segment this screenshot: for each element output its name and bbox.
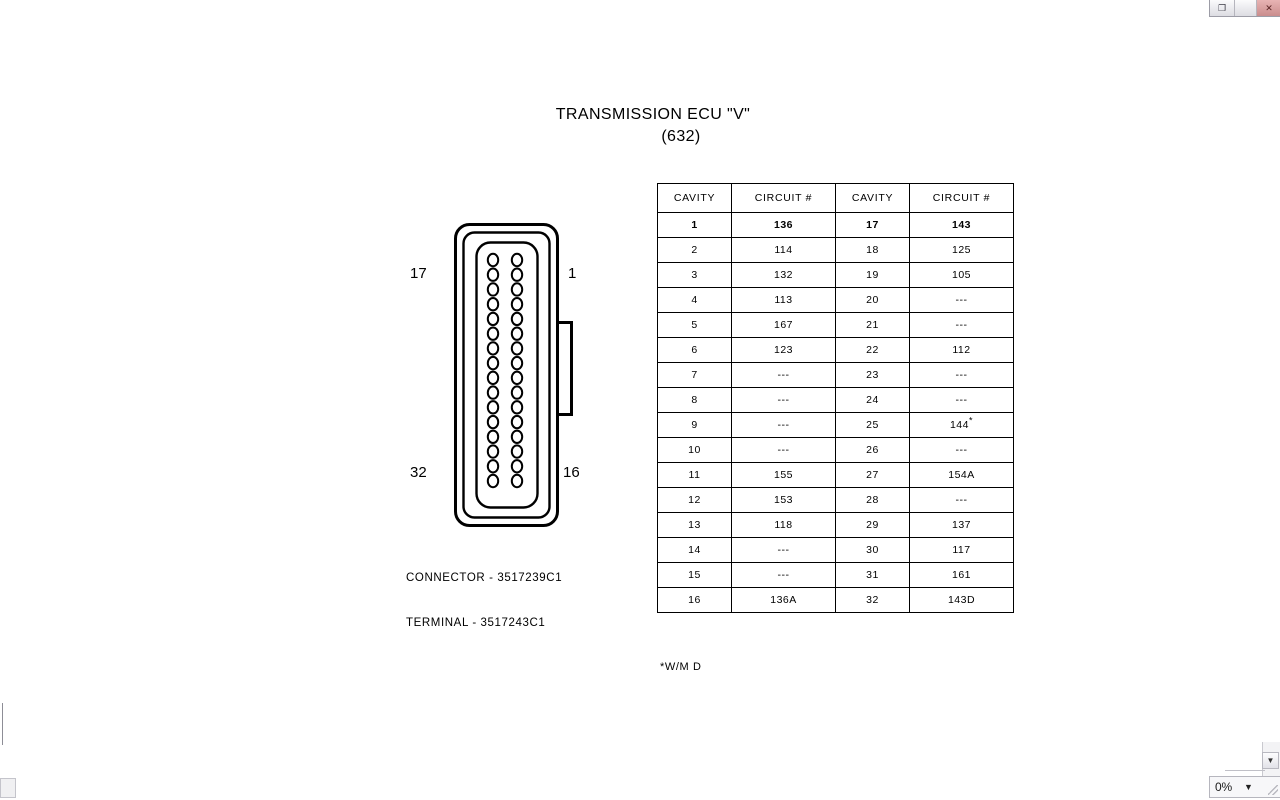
page-title: TRANSMISSION ECU "V" (555, 106, 751, 123)
cell-circuit-a: 136A (732, 588, 836, 613)
cell-circuit-b: 161 (910, 563, 1014, 588)
cell-circuit-a: --- (732, 438, 836, 463)
table-row (658, 513, 1014, 538)
connector-pin-hole (488, 327, 498, 339)
cell-cavity-b: 32 (836, 588, 910, 613)
cell-circuit-a: 114 (732, 238, 836, 263)
cell-cavity-a: 9 (658, 413, 732, 438)
table-row (658, 438, 1014, 463)
column-header-circuit-b: CIRCUIT # (910, 184, 1014, 213)
table-body (658, 213, 1014, 613)
cell-cavity-a: 12 (658, 488, 732, 513)
cell-cavity-b: 21 (836, 313, 910, 338)
window-restore-button[interactable]: ❐ (1210, 0, 1235, 16)
cell-cavity-a: 14 (658, 538, 732, 563)
cell-circuit-b: 137 (910, 513, 1014, 538)
cell-circuit-b: 117 (910, 538, 1014, 563)
cell-circuit-a: 167 (732, 313, 836, 338)
cell-circuit-b: --- (910, 288, 1014, 313)
cell-cavity-a: 6 (658, 338, 732, 363)
cell-cavity-b: 27 (836, 463, 910, 488)
cell-circuit-a: 118 (732, 513, 836, 538)
connector-pin-hole (512, 386, 522, 398)
cell-circuit-a: --- (732, 388, 836, 413)
cell-cavity-a: 8 (658, 388, 732, 413)
table-row (658, 213, 1014, 238)
cell-circuit-b: --- (910, 438, 1014, 463)
column-header-cavity-b: CAVITY (836, 184, 910, 213)
table-row (658, 338, 1014, 363)
connector-part-numbers (406, 541, 562, 646)
connector-pin-hole (488, 431, 498, 443)
connector-pin-hole (488, 401, 498, 413)
cell-cavity-a: 3 (658, 263, 732, 288)
connector-pin-hole (488, 283, 498, 295)
connector-pin-hole (512, 327, 522, 339)
cell-circuit-b: --- (910, 388, 1014, 413)
cell-cavity-b: 30 (836, 538, 910, 563)
cell-cavity-a: 5 (658, 313, 732, 338)
cell-circuit-b: 112 (910, 338, 1014, 363)
cell-cavity-b: 18 (836, 238, 910, 263)
table-row (658, 388, 1014, 413)
connector-pin-hole (512, 401, 522, 413)
cell-circuit-a: --- (732, 563, 836, 588)
window-minimize-button[interactable] (1235, 0, 1257, 16)
cell-cavity-a: 1 (658, 213, 732, 238)
cell-circuit-b: --- (910, 313, 1014, 338)
cell-cavity-b: 22 (836, 338, 910, 363)
cell-cavity-a: 7 (658, 363, 732, 388)
connector-pin-hole (512, 298, 522, 310)
connector-pin-hole (512, 313, 522, 325)
cell-circuit-a: --- (732, 538, 836, 563)
connector-svg (400, 215, 610, 535)
cell-cavity-b: 19 (836, 263, 910, 288)
resize-grip-icon[interactable] (1268, 785, 1278, 795)
window-controls-bar (1209, 0, 1280, 17)
cell-cavity-b: 25 (836, 413, 910, 438)
connector-corner-label-top-right: 1 (568, 265, 577, 282)
cell-cavity-b: 20 (836, 288, 910, 313)
cavity-circuit-table (657, 183, 1014, 613)
cell-cavity-b: 23 (836, 363, 910, 388)
scroll-down-arrow-icon[interactable]: ▼ (1262, 752, 1279, 769)
connector-pin-hole (512, 357, 522, 369)
table-row (658, 288, 1014, 313)
cell-circuit-a: --- (732, 363, 836, 388)
cell-cavity-a: 13 (658, 513, 732, 538)
connector-pin-hole (488, 460, 498, 472)
cell-circuit-a: 153 (732, 488, 836, 513)
cell-cavity-a: 2 (658, 238, 732, 263)
connector-corner-label-bottom-right: 16 (563, 464, 580, 481)
title-block (0, 104, 1280, 148)
connector-pin-hole (488, 342, 498, 354)
cell-circuit-b: 143D (910, 588, 1014, 613)
table-row (658, 488, 1014, 513)
table-row (658, 313, 1014, 338)
cell-cavity-a: 4 (658, 288, 732, 313)
connector-diagram (400, 215, 610, 535)
cell-cavity-b: 28 (836, 488, 910, 513)
connector-pin-hole (512, 445, 522, 457)
cell-cavity-a: 15 (658, 563, 732, 588)
cell-circuit-b: 105 (910, 263, 1014, 288)
zoom-level-dropdown[interactable] (1209, 776, 1280, 798)
cell-cavity-b: 29 (836, 513, 910, 538)
connector-pin-hole (512, 475, 522, 487)
zoom-level-value: 0% (1215, 780, 1232, 794)
table-row (658, 413, 1014, 438)
table-row (658, 463, 1014, 488)
chevron-down-icon: ▼ (1243, 782, 1253, 792)
connector-pin-hole (512, 342, 522, 354)
cell-circuit-a: --- (732, 413, 836, 438)
connector-pin-hole (512, 372, 522, 384)
table-row (658, 263, 1014, 288)
connector-pin-hole (488, 313, 498, 325)
cell-cavity-a: 16 (658, 588, 732, 613)
connector-pin-hole (512, 431, 522, 443)
connector-pin-hole (488, 475, 498, 487)
connector-pin-hole (512, 283, 522, 295)
table-header-row (658, 184, 1014, 213)
connector-pin-hole (488, 357, 498, 369)
connector-pin-hole (488, 386, 498, 398)
table-row (658, 238, 1014, 263)
window-close-button[interactable]: ✕ (1257, 0, 1280, 16)
connector-pin-hole (512, 416, 522, 428)
cell-circuit-b: 144* (910, 413, 1014, 438)
cell-circuit-a: 155 (732, 463, 836, 488)
zoom-control-divider (1225, 770, 1265, 771)
page-subtitle: (632) (661, 128, 701, 145)
connector-pin-hole (488, 416, 498, 428)
connector-pin-hole (488, 254, 498, 266)
connector-pin-hole (512, 269, 522, 281)
page-left-rule (2, 703, 3, 745)
terminal-part-number: TERMINAL - 3517243C1 (406, 617, 546, 629)
connector-pin-hole (512, 254, 522, 266)
cell-cavity-a: 11 (658, 463, 732, 488)
cell-circuit-b: 125 (910, 238, 1014, 263)
connector-corner-label-top-left: 17 (410, 265, 427, 282)
cell-circuit-b: 143 (910, 213, 1014, 238)
page-bottom-left-box (0, 778, 16, 798)
cell-circuit-a: 123 (732, 338, 836, 363)
column-header-cavity-a: CAVITY (658, 184, 732, 213)
connector-part-number: CONNECTOR - 3517239C1 (406, 572, 563, 584)
connector-pin-hole (488, 269, 498, 281)
cell-cavity-b: 26 (836, 438, 910, 463)
cell-cavity-b: 24 (836, 388, 910, 413)
connector-inner-cavity (477, 243, 538, 508)
connector-pin-hole (488, 298, 498, 310)
connector-pin-hole (512, 460, 522, 472)
table-row (658, 538, 1014, 563)
cell-circuit-b: --- (910, 363, 1014, 388)
connector-pin-hole (488, 445, 498, 457)
table-row (658, 588, 1014, 613)
cell-circuit-a: 113 (732, 288, 836, 313)
cell-cavity-b: 31 (836, 563, 910, 588)
table-row (658, 563, 1014, 588)
column-header-circuit-a: CIRCUIT # (732, 184, 836, 213)
cell-circuit-a: 132 (732, 263, 836, 288)
cell-circuit-b: --- (910, 488, 1014, 513)
cell-circuit-b: 154A (910, 463, 1014, 488)
footnote-asterisk: * (969, 415, 974, 426)
connector-corner-label-bottom-left: 32 (410, 464, 427, 481)
cell-cavity-a: 10 (658, 438, 732, 463)
footnote: *W/M D (660, 661, 702, 673)
table-row (658, 363, 1014, 388)
cell-cavity-b: 17 (836, 213, 910, 238)
connector-pin-hole (488, 372, 498, 384)
cell-circuit-a: 136 (732, 213, 836, 238)
